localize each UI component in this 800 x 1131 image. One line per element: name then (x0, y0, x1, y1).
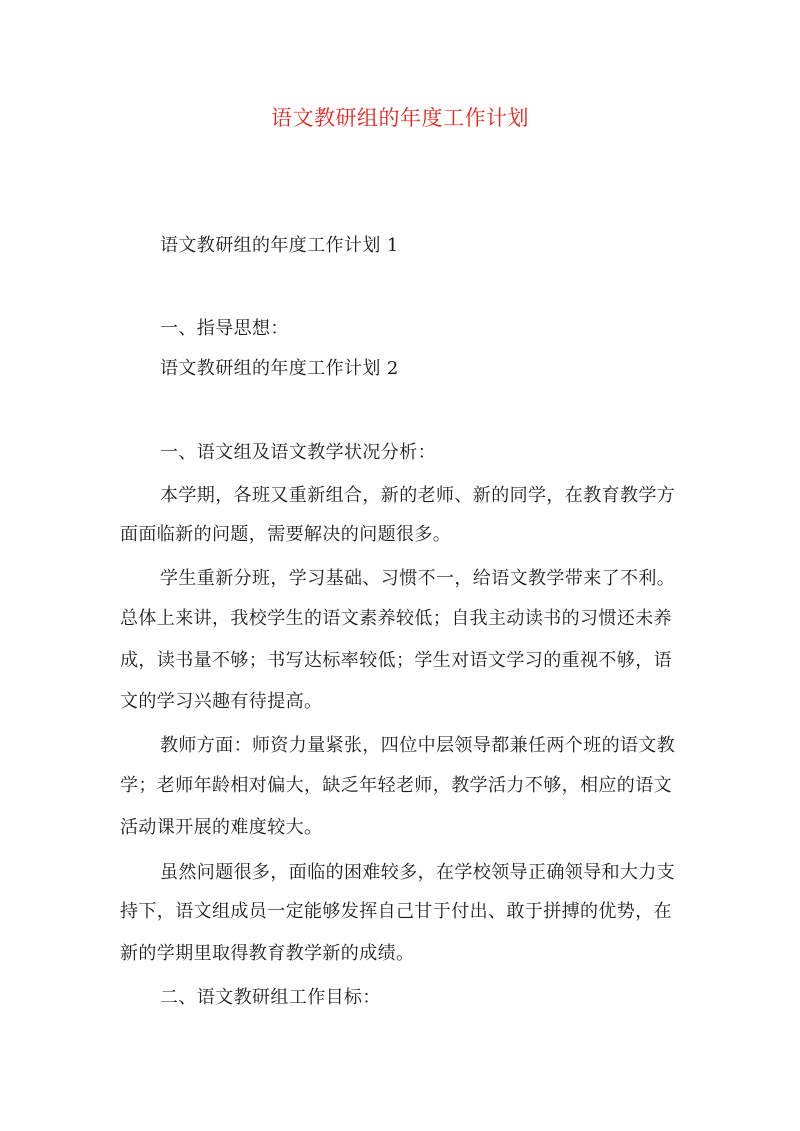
paragraph-line: 成，读书量不够；书写达标率较低；学生对语文学习的重视不够，语 (120, 650, 672, 671)
section-heading-guiding-thought: 一、指导思想： (160, 318, 289, 339)
section-heading-plan-1: 语文教研组的年度工作计划 1 (160, 235, 399, 256)
section-heading-analysis: 一、语文组及语文教学状况分析： (160, 442, 436, 463)
paragraph-line: 活动课开展的难度较大。 (120, 817, 323, 838)
paragraph-line: 新的学期里取得教育教学新的成绩。 (120, 943, 415, 964)
paragraph-line: 学生重新分班，学习基础、习惯不一，给语文教学带来了不利。 (160, 568, 676, 589)
paragraph-line: 学；老师年龄相对偏大，缺乏年轻老师，教学活力不够，相应的语文 (120, 775, 672, 796)
paragraph-line: 总体上来讲，我校学生的语文素养较低；自我主动读书的习惯还未养 (120, 608, 672, 629)
paragraph-line: 本学期，各班又重新组合，新的老师、新的同学，在教育教学方 (160, 485, 676, 506)
paragraph-line: 虽然问题很多，面临的困难较多，在学校领导正确领导和大力支 (160, 862, 676, 883)
paragraph-line: 教师方面：师资力量紧张，四位中层领导都兼任两个班的语文教 (160, 735, 676, 756)
paragraph-line: 面面临新的问题，需要解决的问题很多。 (120, 524, 452, 545)
paragraph-line: 持下，语文组成员一定能够发挥自己甘于付出、敢于拼搏的优势，在 (120, 901, 672, 922)
section-heading-goals: 二、语文教研组工作目标： (160, 987, 381, 1008)
document-title: 语文教研组的年度工作计划 (271, 106, 529, 130)
section-heading-plan-2: 语文教研组的年度工作计划 2 (160, 358, 399, 379)
paragraph-line: 文的学习兴趣有待提高。 (120, 691, 323, 712)
